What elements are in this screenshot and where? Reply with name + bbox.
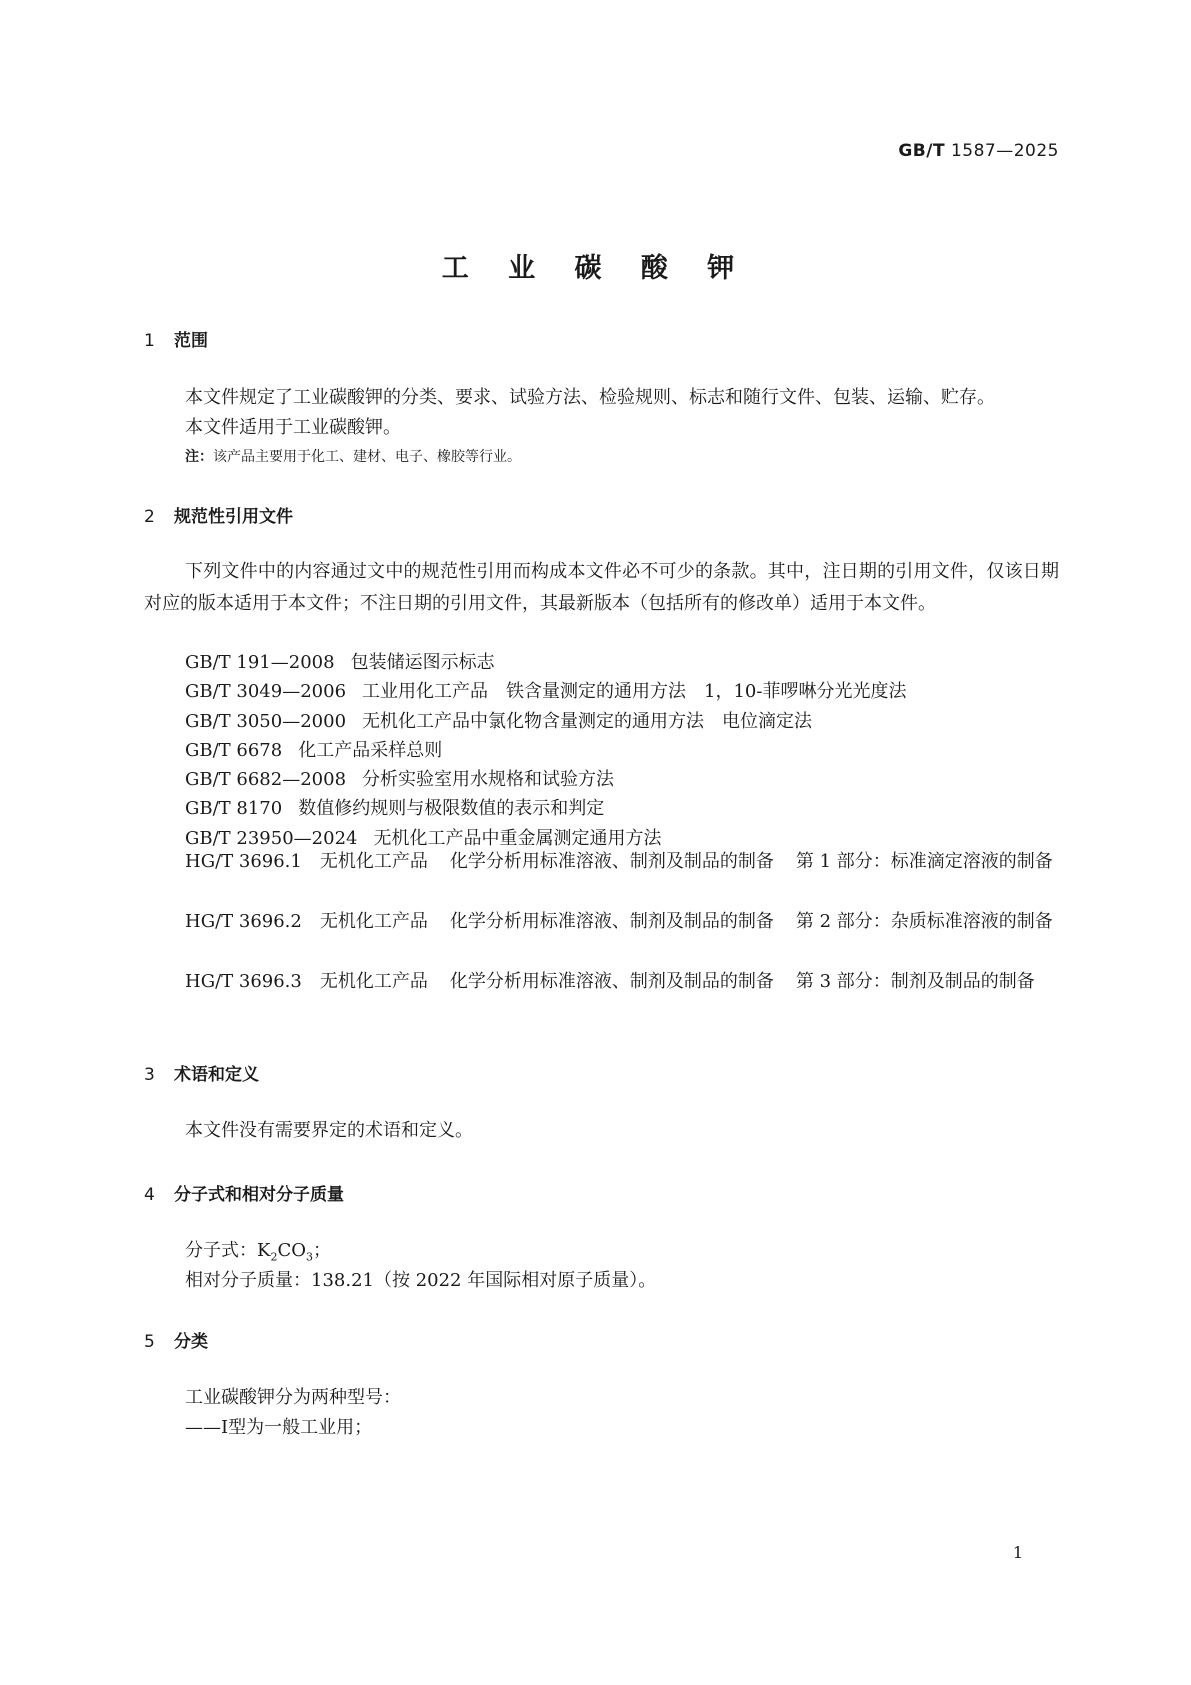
section-3-para: 本文件没有需要界定的术语和定义。 xyxy=(185,1120,473,1141)
ref-item: GB/T 191—2008 包装储运图示标志 xyxy=(185,652,495,673)
document-title: 工 业 碳 酸 钾 xyxy=(441,253,750,284)
ref-item: GB/T 3050—2000 无机化工产品中氯化物含量测定的通用方法 电位滴定法 xyxy=(185,711,813,732)
section-2-heading: 2 规范性引用文件 xyxy=(144,507,293,527)
page-number: 1 xyxy=(1012,1543,1023,1562)
standard-number: GB/T 1587—2025 xyxy=(898,141,1059,161)
section-1-note: 注：该产品主要用于化工、建材、电子、橡胶等行业。 xyxy=(185,449,521,465)
section-1-para-1: 本文件规定了工业碳酸钾的分类、要求、试验方法、检验规则、标志和随行文件、包装、运输、贮存。 xyxy=(185,387,995,408)
ref-item: GB/T 23950—2024 无机化工产品中重金属测定通用方法 xyxy=(185,828,662,849)
molecular-formula: 分子式：$K_2CO_3$； xyxy=(185,1240,331,1264)
section-5-item-1: ——Ⅰ型为一般工业用； xyxy=(185,1417,373,1438)
ref-item: GB/T 3049—2006 工业用化工产品 铁含量测定的通用方法 1，10-菲啰啉分光光度法 xyxy=(185,681,907,702)
section-5-heading: 5 分类 xyxy=(144,1332,208,1352)
section-1-heading: 1 范围 xyxy=(144,331,208,351)
ref-item: GB/T 8170 数值修约规则与极限数值的表示和判定 xyxy=(185,798,605,819)
section-5-para: 工业碳酸钾分为两种型号： xyxy=(185,1387,401,1408)
section-1-para-2: 本文件适用于工业碳酸钾。 xyxy=(185,417,401,438)
ref-item: GB/T 6678 化工产品采样总则 xyxy=(185,740,443,761)
hg-ref-item: HG/T 3696.1 无机化工产品 化学分析用标准溶液、制剂及制品的制备 第 1 部分：标准滴定溶液的制备 xyxy=(185,851,1053,872)
ref-item: GB/T 6682—2008 分析实验室用水规格和试验方法 xyxy=(185,769,615,790)
hg-ref-item: HG/T 3696.3 无机化工产品 化学分析用标准溶液、制剂及制品的制备 第 3 部分：制剂及制品的制备 xyxy=(185,971,1035,992)
section-2-intro: 下列文件中的内容通过文中的规范性引用而构成本文件必不可少的条款。其中，注日期的引用文件，仅该日期对应的版本适用于本文件；不注日期的引用文件，其最新版本（包括所有的修改单）适用于本文件。 xyxy=(144,561,1059,614)
hg-ref-item: HG/T 3696.2 无机化工产品 化学分析用标准溶液、制剂及制品的制备 第 2 部分：杂质标准溶液的制备 xyxy=(185,911,1053,932)
relative-molecular-mass: 相对分子质量：138.21（按 2022 年国际相对原子质量）。 xyxy=(185,1270,657,1291)
section-4-heading: 4 分子式和相对分子质量 xyxy=(144,1185,344,1205)
section-3-heading: 3 术语和定义 xyxy=(144,1065,259,1085)
